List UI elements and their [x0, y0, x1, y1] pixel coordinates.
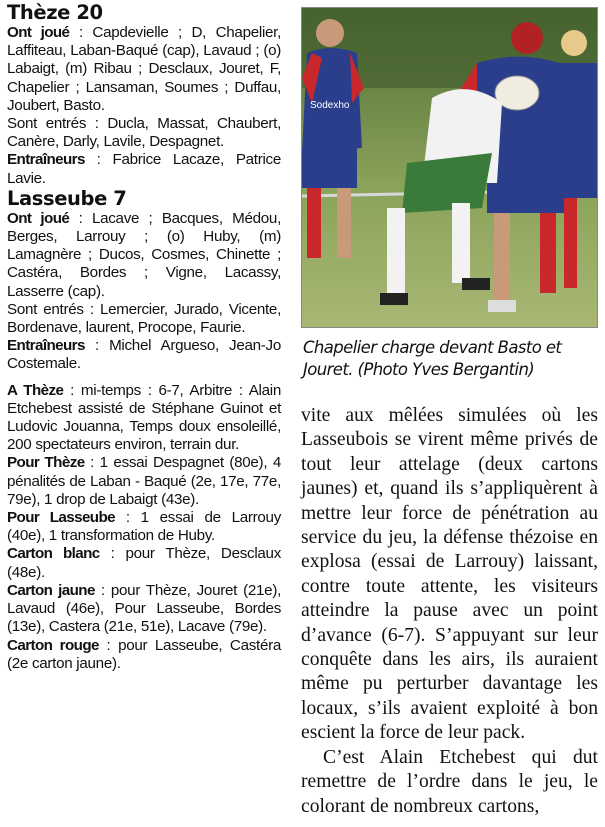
yellow-card-label: Carton jaune	[7, 581, 95, 599]
match-info-label: A Thèze	[7, 381, 64, 399]
team2-lineup	[7, 210, 281, 301]
scoring-lasseube-text: : 1 essai de Larrouy (40e), 1 transformation de Huby.	[7, 509, 281, 545]
rugby-players-illustration	[302, 8, 598, 328]
red-card-label: Carton rouge	[7, 636, 99, 654]
team2-coaches	[7, 337, 281, 373]
white-card	[7, 545, 281, 581]
team1-heading: Thèze 20	[7, 1, 103, 24]
team1-substitutes: Sont entrés : Ducla, Massat, Chaubert, Canère, Darly, Lavile, Despagnet.	[7, 115, 281, 151]
yellow-card	[7, 582, 281, 637]
team1-coaches	[7, 151, 281, 187]
red-card	[7, 637, 281, 673]
scoring-lasseube-label: Pour Lasseube	[7, 509, 116, 527]
team1-lineup-text: : Capdevielle ; D, Chapelier, Laffiteau, Laban-Baqué (cap), Lavaud ; (o) Labaigt, (m) Ribau ; Desclaux, Jouret, F, Chapelier ; Lansaman, Soumes ; Duffau, Joubert, Basto.	[7, 24, 281, 114]
team1-coaches-text: : Fabrice Lacaze, Patrice Lavie.	[7, 151, 281, 187]
team2-lineup-label: Ont joué	[7, 209, 70, 227]
white-card-text: : pour Thèze, Desclaux (48e).	[7, 545, 281, 581]
team2-coaches-label: Entraîneurs	[7, 337, 85, 355]
left-column	[7, 2, 281, 673]
team2-substitutes: Sont entrés : Lemercier, Jurado, Vicente, Bordenave, laurent, Procope, Faurie.	[7, 300, 281, 337]
yellow-card-text: : pour Thèze, Jouret (21e), Lavaud (46e), Pour Lasseube, Bordes (13e), Castera (21e, 51e), Lacave (79e).	[7, 581, 281, 636]
article-paragraph-1: vite aux mêlées simulées où les Lasseubois se virent même privés de tout leur attelage (deux cartons jaunes) et, quand ils s’appliquèrent à mettre leur force de pénétration au service du jeu, la défense thézoise en explosa (essai de Larrouy) laissant, contre toute attente, les visiteurs atteindre la pause avec un point d’avance (6-7). S’appuyant sur leur conquête dans les airs, ils auraient même pu perturber davantage les locaux, s’ils avaient exploité à bon escient la force de leur pack.	[301, 405, 598, 744]
scoring-theze-label: Pour Thèze	[7, 454, 85, 472]
team2-heading: Lasseube 7	[7, 186, 127, 210]
article-body	[301, 404, 598, 819]
match-photo	[301, 7, 598, 328]
scoring-theze	[7, 454, 281, 509]
team2-coaches-text: : Michel Argueso, Jean-Jo Costemale.	[7, 337, 281, 373]
match-info-text: : mi-temps : 6-7, Arbitre : Alain Etchebest assisté de Stéphane Guinot et Ludovic Jouanna, Temps doux ensoleillé, 200 spectateurs environ, terrain dur.	[7, 381, 281, 454]
match-info	[7, 382, 281, 455]
white-card-label: Carton blanc	[7, 545, 100, 563]
red-card-text: : pour Lasseube, Castéra (2e carton jaune).	[7, 636, 281, 672]
article-paragraph-2: C’est Alain Etchebest qui dut remettre de l’ordre dans le jeu, le colorant de nombreux cartons,	[301, 746, 598, 817]
scoring-theze-text: : 1 essai Despagnet (80e), 4 pénalités de Laban - Baqué (2e, 17e, 77e, 79e), 1 drop de Labaigt (43e).	[7, 454, 281, 508]
spacer	[7, 374, 281, 382]
jersey-sponsor: Sodexho	[310, 100, 350, 111]
team2-lineup-text: : Lacave ; Bacques, Médou, Berges, Larrouy ; (o) Huby, (m) Lamagnère ; Ducos, Cosmes, Chinette ; Castéra, Bordes ; Vigne, Lacassy, Lasserre (cap).	[7, 209, 281, 300]
team1-coaches-label: Entraîneurs	[7, 151, 85, 169]
team1-lineup-label: Ont joué	[7, 24, 70, 41]
scoring-lasseube	[7, 509, 281, 545]
photo-caption: Chapelier charge devant Basto et Jouret. (Photo Yves Bergantin)	[303, 338, 562, 379]
team1-lineup	[7, 24, 281, 115]
